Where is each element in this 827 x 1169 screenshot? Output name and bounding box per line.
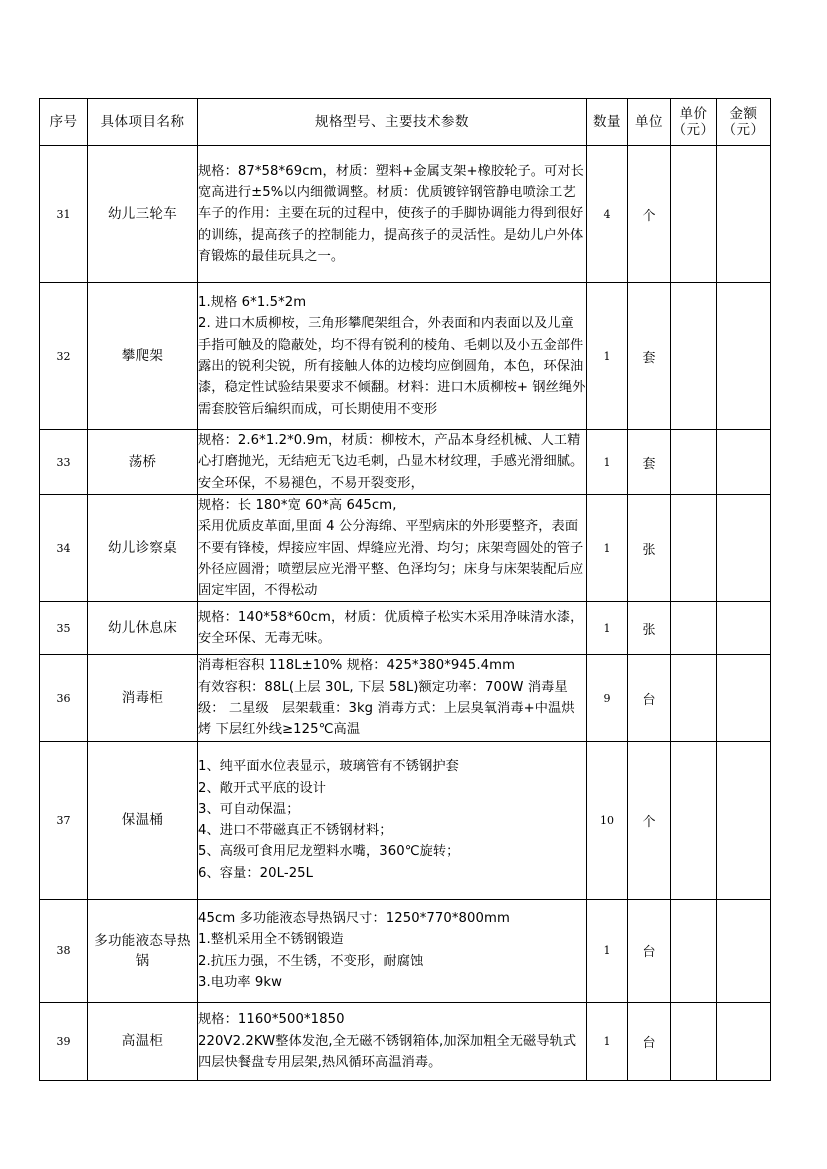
cell-seq: 31 <box>40 146 88 283</box>
procurement-spec-table <box>39 98 771 1081</box>
spec-line: 6、容量：20L-25L <box>198 865 314 881</box>
cell-spec <box>198 899 587 1002</box>
cell-spec <box>198 1002 587 1080</box>
spec-line: 1.规格 6*1.5*2m <box>198 295 307 311</box>
table-row <box>40 146 771 283</box>
cell-item-name: 幼儿诊察桌 <box>88 495 198 602</box>
cell-seq: 37 <box>40 741 88 899</box>
cell-unit: 个 <box>628 741 671 899</box>
spec-line: 2. 进口木质柳桉，三角形攀爬架组合，外表面和内表面以及儿童手指可触及的隐蔽处，均不得有锐利的棱角、毛刺以及小五金部件露出的锐利尖锐，所有接触人体的边棱均应倒圆角，本色，环保油漆，稳定性试验结果要求不倾翻。材料：进口木质柳桉+ 钢丝绳外需套胶管后编织而成，可长期使用不变形 <box>198 316 586 417</box>
table-header-row <box>40 99 771 146</box>
procurement-table-container <box>39 98 770 1081</box>
cell-amount <box>717 1002 771 1080</box>
cell-item-name: 消毒柜 <box>88 655 198 741</box>
cell-unit-price <box>671 741 717 899</box>
cell-unit-price <box>671 899 717 1002</box>
cell-item-name: 高温柜 <box>88 1002 198 1080</box>
column-header-amount-line1: 金额 <box>729 106 758 122</box>
cell-quantity: 1 <box>587 430 628 495</box>
cell-unit-price <box>671 430 717 495</box>
cell-quantity: 10 <box>587 741 628 899</box>
spec-line: 采用优质皮革面,里面 4 公分海绵、平型病床的外形要整齐，表面不要有锋棱，焊接应牢固、焊缝应光滑、均匀；床架弯圆处的管子外径应圆滑；喷塑层应光滑平整、色泽均匀；床身与床架装配后应固定牢固，不得松动 <box>198 519 584 599</box>
column-header-amount <box>717 99 771 146</box>
cell-item-name: 保温桶 <box>88 741 198 899</box>
cell-seq: 36 <box>40 655 88 741</box>
spec-line: 5、高级可食用尼龙塑料水嘴，360℃旋转； <box>198 844 460 860</box>
column-header-unit-price-line2: （元） <box>672 122 715 138</box>
cell-quantity: 1 <box>587 899 628 1002</box>
column-header-seq: 序号 <box>40 99 88 146</box>
cell-unit: 套 <box>628 430 671 495</box>
column-header-unit-price <box>671 99 717 146</box>
table-row <box>40 283 771 430</box>
cell-seq: 38 <box>40 899 88 1002</box>
cell-unit-price <box>671 146 717 283</box>
cell-spec <box>198 602 587 655</box>
cell-unit-price <box>671 495 717 602</box>
spec-line: 规格：2.6*1.2*0.9m，材质：柳桉木，产品本身经机械、人工精心打磨抛光，无结疤无飞边毛刺，凸显木材纹理，手感光滑细腻。安全环保，不易褪色，不易开裂变形， <box>198 433 584 491</box>
table-row <box>40 602 771 655</box>
cell-amount <box>717 899 771 1002</box>
table-header <box>40 99 771 146</box>
column-header-name: 具体项目名称 <box>88 99 198 146</box>
spec-line: 220V2.2KW整体发泡,全无磁不锈钢箱体,加深加粗全无磁导轨式四层快餐盘专用层架,热风循环高温消毒。 <box>198 1033 577 1070</box>
cell-unit-price <box>671 655 717 741</box>
cell-seq: 32 <box>40 283 88 430</box>
column-header-unit: 单位 <box>628 99 671 146</box>
cell-quantity: 9 <box>587 655 628 741</box>
table-row <box>40 495 771 602</box>
spec-line: 消毒柜容积 118L±10% 规格：425*380*945.4mm <box>198 658 516 674</box>
cell-amount <box>717 146 771 283</box>
table-row <box>40 655 771 741</box>
table-row <box>40 741 771 899</box>
cell-amount <box>717 283 771 430</box>
cell-item-name: 多功能液态导热锅 <box>88 899 198 1002</box>
cell-item-name: 荡桥 <box>88 430 198 495</box>
cell-spec <box>198 146 587 283</box>
table-row <box>40 430 771 495</box>
spec-line: 1、纯平面水位表显示，玻璃管有不锈钢护套 <box>198 759 459 775</box>
cell-unit-price <box>671 283 717 430</box>
cell-unit: 台 <box>628 655 671 741</box>
cell-seq: 33 <box>40 430 88 495</box>
spec-line: 45cm 多功能液态导热锅尺寸：1250*770*800mm <box>198 911 510 927</box>
cell-unit: 张 <box>628 495 671 602</box>
cell-seq: 34 <box>40 495 88 602</box>
cell-unit-price <box>671 602 717 655</box>
column-header-spec: 规格型号、主要技术参数 <box>198 99 587 146</box>
cell-spec <box>198 655 587 741</box>
cell-item-name: 幼儿三轮车 <box>88 146 198 283</box>
cell-amount <box>717 602 771 655</box>
cell-unit-price <box>671 1002 717 1080</box>
cell-quantity: 1 <box>587 1002 628 1080</box>
spec-line: 规格：长 180*宽 60*高 645cm, <box>198 498 397 513</box>
spec-line: 有效容积：88L(上层 30L, 下层 58L)额定功率：700W 消毒星级： 二星级 层架载重：3kg 消毒方式：上层臭氧消毒+中温烘烤 下层红外线≥125℃高温 <box>198 679 575 738</box>
column-header-unit-price-line1: 单价 <box>679 106 708 122</box>
cell-unit: 张 <box>628 602 671 655</box>
spec-line: 3.电功率 9kw <box>198 974 283 990</box>
cell-amount <box>717 741 771 899</box>
cell-seq: 35 <box>40 602 88 655</box>
spec-line: 规格：1160*500*1850 <box>198 1012 345 1028</box>
spec-line: 2、敞开式平底的设计 <box>198 780 327 796</box>
cell-quantity: 1 <box>587 602 628 655</box>
cell-amount <box>717 430 771 495</box>
cell-quantity: 4 <box>587 146 628 283</box>
cell-amount <box>717 495 771 602</box>
table-row <box>40 1002 771 1080</box>
column-header-amount-line2: （元） <box>722 122 765 138</box>
cell-spec <box>198 495 587 602</box>
cell-spec <box>198 283 587 430</box>
column-header-qty: 数量 <box>587 99 628 146</box>
cell-item-name: 幼儿休息床 <box>88 602 198 655</box>
spec-line: 3、可自动保温； <box>198 801 300 817</box>
cell-quantity: 1 <box>587 495 628 602</box>
spec-line: 车子的作用：主要在玩的过程中，使孩子的手脚协调能力得到很好的训练，提高孩子的控制能力，提高孩子的灵活性。是幼儿户外体育锻炼的最佳玩具之一。 <box>198 206 584 264</box>
table-row <box>40 899 771 1002</box>
spec-line: 4、进口不带磁真正不锈钢材料； <box>198 823 393 839</box>
spec-line: 2.抗压力强，不生锈，不变形，耐腐蚀 <box>198 953 424 969</box>
spec-line: 1.整机采用全不锈钢锻造 <box>198 932 344 948</box>
cell-spec <box>198 741 587 899</box>
cell-unit: 台 <box>628 899 671 1002</box>
table-body <box>40 146 771 1081</box>
cell-quantity: 1 <box>587 283 628 430</box>
cell-amount <box>717 655 771 741</box>
cell-seq: 39 <box>40 1002 88 1080</box>
cell-item-name: 攀爬架 <box>88 283 198 430</box>
spec-line: 规格：140*58*60cm，材质：优质樟子松实木采用净味清水漆，安全环保、无毒无味。 <box>198 610 584 647</box>
spec-line: 规格：87*58*69cm，材质：塑料+金属支架+橡胶轮子。可对长宽高进行±5%以内细微调整。材质：优质镀锌钢管静电喷涂工艺 <box>198 163 584 201</box>
cell-unit: 套 <box>628 283 671 430</box>
cell-unit: 台 <box>628 1002 671 1080</box>
cell-unit: 个 <box>628 146 671 283</box>
cell-spec <box>198 430 587 495</box>
